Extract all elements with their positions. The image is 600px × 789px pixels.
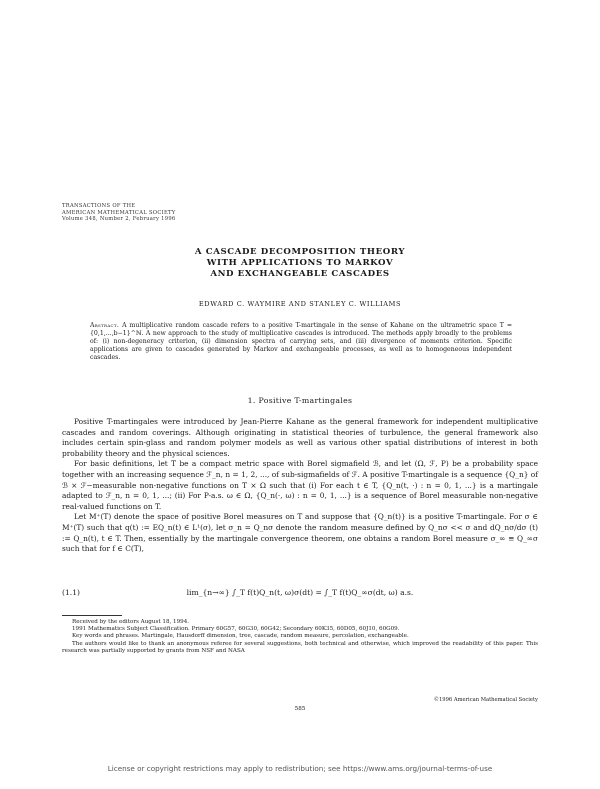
title-line2: WITH APPLICATIONS TO MARKOV [206, 258, 394, 268]
equation-formula: lim_{n→∞} ∫_T f(t)Q_n(t, ω)σ(dt) = ∫_T f(t)Q_∞σ(dt, ω) a.s. [186, 588, 414, 597]
footnote-keywords: Key words and phrases. Martingale, Hausdorff dimension, tree, cascade, random measure, percolation, exchangeable. [72, 633, 409, 640]
section-heading: 1. Positive T-martingales [247, 396, 353, 405]
footnote-received: Received by the editors August 18, 1994. [72, 619, 190, 625]
footnote-classification: 1991 Mathematics Subject Classification. Primary 60G57, 60G30, 60G42; Secondary 60K35, 60D05, 60J10, 60G09. [72, 626, 400, 633]
paper-title [62, 247, 538, 280]
title-line1: A CASCADE DECOMPOSITION THEORY [194, 247, 406, 257]
authors: EDWARD C. WAYMIRE AND STANLEY C. WILLIAMS [198, 300, 402, 308]
journal-header [62, 203, 176, 223]
paragraph-1: Positive T-martingales were introduced by Jean-Pierre Kahane as the general framework for independent multiplicative cascades and random coverings. Although originating in statistical theories of turbulence, the general framework also includes certain spin-glass and random polymer models as well as various other spatial distributions of interest in both probability theory and the physical sciences. [62, 417, 538, 458]
license-link[interactable]: License or copyright restrictions may apply to redistribution; see https://www.ams.org/journal-terms-of-use [107, 764, 493, 773]
footnote-rule [62, 615, 122, 616]
page-number: 585 [294, 706, 306, 712]
footnotes [62, 619, 538, 655]
body-text [62, 417, 538, 555]
paragraph-2: For basic definitions, let T be a compact metric space with Borel sigmafield ℬ, and let (Ω, ℱ, P) be a probability space together with an increasing sequence ℱ_n, n = 1, 2, ..., of sub-sigmafields of ℱ. A positive T-martingale is a sequence {Q_n} of ℬ × ℱ−measurable non-negative functions on T × Ω such that (i) For each t ∈ T, {Q_n(t, ·) : n = 0, 1, ...} is a martingale adapted to ℱ_n, n = 0, 1, ...; (ii) For P-a.s. ω ∈ Ω, {Q_n(·, ω) : n = 0, 1, ...} is a sequence of Borel measurable non-negative real-valued functions on T. [62, 459, 538, 511]
footnote-acknowledgement: The authors would like to thank an anonymous referee for several suggestions, both technical and otherwise, which improved the readability of this paper. This research was partially supported by grants from NSF and NASA [62, 640, 538, 654]
title-line3: AND EXCHANGEABLE CASCADES [210, 269, 390, 279]
copyright-notice: ©1996 American Mathematical Society [433, 697, 538, 703]
paragraph-3: Let M⁺(T) denote the space of positive Borel measures on T and suppose that {Q_n(t)} is a positive T-martingale. For σ ∈ M⁺(T) such that q(t) := EQ_n(t) ∈ L¹(σ), let σ_n = Q_nσ denote the random measure defined by Q_nσ << σ and dQ_nσ/dσ (t) := Q_n(t), t ∈ T. Then, essentially by the martingale convergence theorem, one obtains a random Borel measure σ_∞ ≡ Q_∞σ such that for f ∈ C(T), [62, 512, 538, 554]
abstract [90, 322, 512, 362]
journal-name-line1: TRANSACTIONS OF THE [62, 203, 136, 209]
equation-number: (1.1) [62, 588, 81, 597]
equation-1-1 [62, 581, 538, 609]
abstract-text: A multiplicative random cascade refers to a positive T-martingale in the sense of Kahane on the ultrametric space T = {0,1,...,b−1}^ℕ. A new approach to the study of multiplicative cascades is introduced. The methods apply broadly to the problems of: (i) non-degeneracy criterion, (ii) dimension spectra of carrying sets, and (iii) divergence of moments criterion. Specific applications are given to cascades generated by Markov and exchangeable processes, as well as to homogeneous independent cascades. [90, 322, 512, 362]
journal-volume: Volume 348, Number 2, February 1996 [62, 216, 176, 223]
abstract-label: Abstract. [90, 322, 120, 329]
journal-name-line2: AMERICAN MATHEMATICAL SOCIETY [62, 209, 176, 216]
